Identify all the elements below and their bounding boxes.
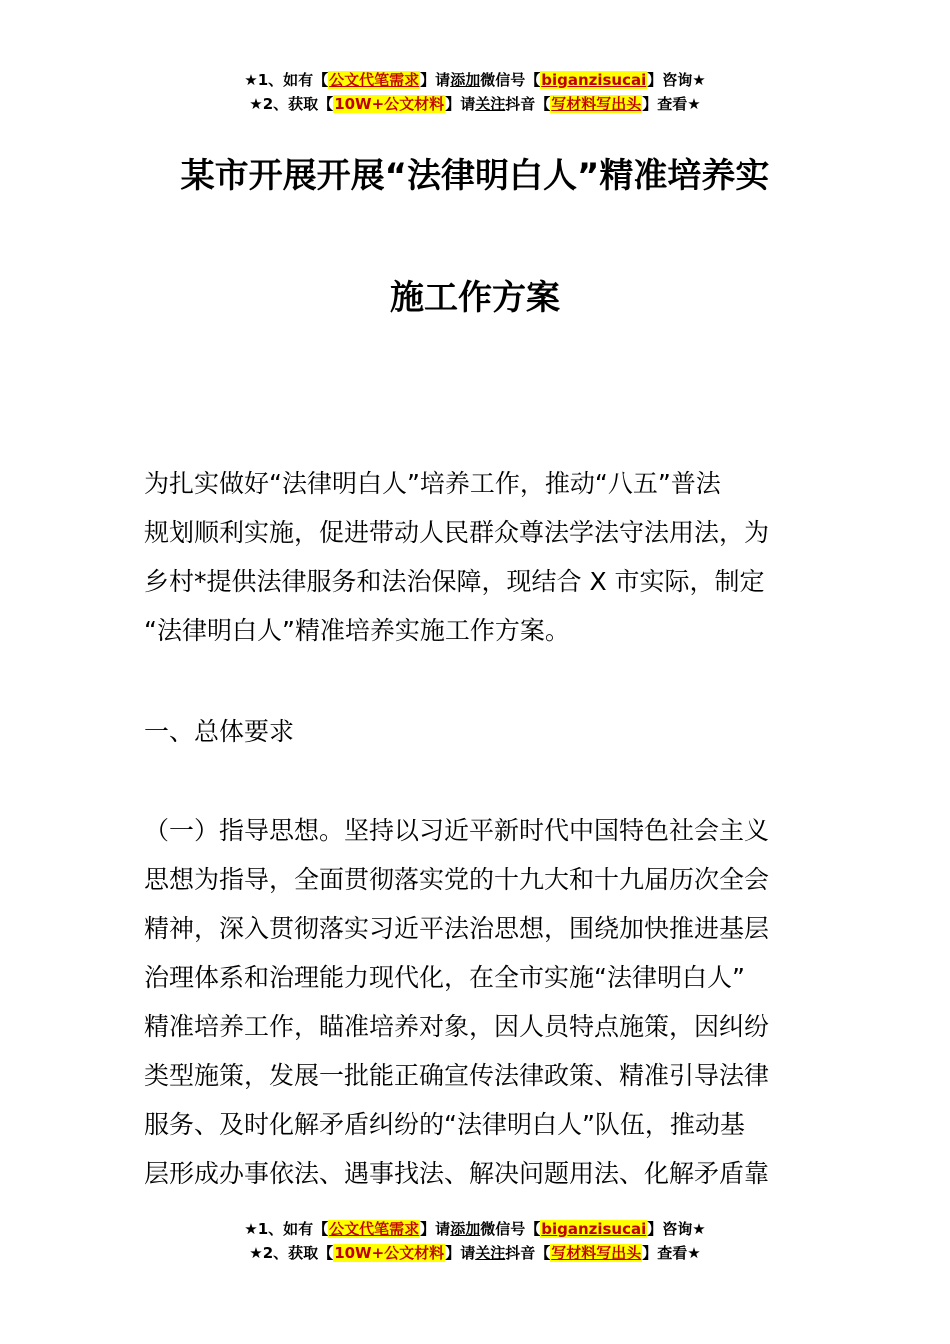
paragraph-line: 精神，深入贯彻落实习近平法治思想，围绕加快推进基层: [144, 914, 770, 943]
banner-line-2: ★2、获取【10W+公文材料】请关注抖音【写材料写出头】查看★: [249, 95, 701, 113]
highlight-materials: 10W+公文材料: [334, 95, 445, 113]
paragraph-line: （一）指导思想。坚持以习近平新时代中国特色社会主义: [144, 816, 770, 845]
highlight-wechat-id: biganzisucai: [541, 71, 647, 89]
highlight-douyin-account: 写材料写出头: [551, 1244, 642, 1262]
highlight-materials: 10W+公文材料: [334, 1244, 445, 1262]
paragraph-line: 治理体系和治理能力现代化，在全市实施“法律明白人”: [144, 963, 745, 992]
highlight-service: 公文代笔需求: [329, 1220, 420, 1238]
intro-paragraph: [144, 459, 810, 655]
banner-line-1: ★1、如有【公文代笔需求】请添加微信号【biganzisucai】咨询★: [244, 1220, 706, 1238]
highlight-service: 公文代笔需求: [329, 71, 420, 89]
paragraph-line: 层形成办事依法、遇事找法、解决问题用法、化解矛盾靠: [144, 1159, 770, 1188]
footer-banner: [0, 1217, 950, 1265]
paragraph-line: 乡村*提供法律服务和法治保障，现结合 X 市实际，制定: [144, 567, 765, 596]
paragraph-line: 规划顺利实施，促进带动人民群众尊法学法守法用法，为: [144, 518, 770, 547]
paragraph-line: 思想为指导，全面贯彻落实党的十九大和十九届历次全会: [144, 865, 770, 894]
paragraph-line: “法律明白人”精准培养实施工作方案。: [144, 616, 570, 645]
paragraph-line: 类型施策，发展一批能正确宣传法律政策、精准引导法律: [144, 1061, 770, 1090]
highlight-wechat-id: biganzisucai: [541, 1220, 647, 1238]
header-banner: [0, 68, 950, 116]
highlight-douyin-account: 写材料写出头: [551, 95, 642, 113]
document-title-line-1: 某市开展开展“法律明白人”精准培养实: [180, 156, 770, 196]
banner-line-2: ★2、获取【10W+公文材料】请关注抖音【写材料写出头】查看★: [249, 1244, 701, 1262]
paragraph-line: 精准培养工作，瞄准培养对象，因人员特点施策，因纠纷: [144, 1012, 770, 1041]
banner-line-1: ★1、如有【公文代笔需求】请添加微信号【biganzisucai】咨询★: [244, 71, 706, 89]
section-heading: 一、总体要求: [144, 717, 295, 746]
guideline-paragraph: [144, 806, 810, 1198]
document-title-line-2: 施工作方案: [390, 278, 560, 318]
paragraph-line: 为扎实做好“法律明白人”培养工作，推动“八五”普法: [144, 469, 721, 498]
paragraph-line: 服务、及时化解矛盾纠纷的“法律明白人”队伍，推动基: [144, 1110, 745, 1139]
